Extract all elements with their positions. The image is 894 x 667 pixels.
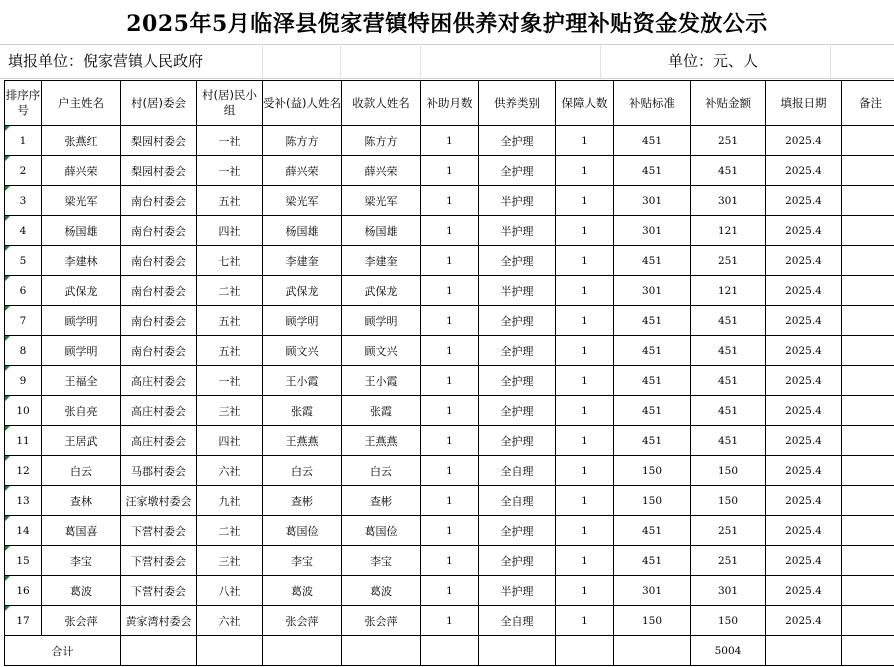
table-row xyxy=(5,456,894,486)
cell[interactable] xyxy=(342,636,421,666)
cell[interactable] xyxy=(842,636,894,666)
cell-col-category[interactable]: 半护理 xyxy=(479,186,556,216)
cell-col-amount[interactable]: 451 xyxy=(691,426,766,456)
cell-col-persons[interactable]: 1 xyxy=(556,246,614,276)
cell-col-date[interactable]: 2025.4 xyxy=(766,456,842,486)
cell-col-village[interactable]: 梨园村委会 xyxy=(121,156,197,186)
reporting-unit: 填报单位：倪家营镇人民政府 xyxy=(8,52,204,70)
cell-col-standard[interactable]: 451 xyxy=(614,516,691,546)
cell-col-group[interactable]: 六社 xyxy=(197,606,263,636)
cell-col-amount[interactable]: 451 xyxy=(691,156,766,186)
cell-col-householder[interactable]: 武保龙 xyxy=(42,276,121,306)
cell-col-beneficiary[interactable]: 武保龙 xyxy=(263,276,342,306)
table-header-row xyxy=(5,81,894,126)
cell-col-category[interactable]: 半护理 xyxy=(479,216,556,246)
table-row xyxy=(5,216,894,246)
cell-col-months[interactable]: 1 xyxy=(421,576,479,606)
cell-col-date[interactable]: 2025.4 xyxy=(766,336,842,366)
cell-col-months[interactable]: 1 xyxy=(421,276,479,306)
cell-col-remarks[interactable] xyxy=(842,486,894,516)
cell-col-beneficiary[interactable]: 顾文兴 xyxy=(263,336,342,366)
cell-col-amount[interactable]: 301 xyxy=(691,576,766,606)
total-label[interactable]: 合计 xyxy=(5,636,121,666)
table-row xyxy=(5,576,894,606)
cell-col-remarks[interactable] xyxy=(842,216,894,246)
cell-col-group[interactable]: 二社 xyxy=(197,516,263,546)
cell-col-payee[interactable]: 王小霞 xyxy=(342,366,421,396)
cell-col-group[interactable]: 一社 xyxy=(197,126,263,156)
cell-col-remarks[interactable] xyxy=(842,606,894,636)
cell-col-payee[interactable]: 李建奎 xyxy=(342,246,421,276)
total-row xyxy=(5,636,894,666)
cell-col-group[interactable]: 一社 xyxy=(197,366,263,396)
cell-col-standard[interactable]: 150 xyxy=(614,456,691,486)
cell[interactable] xyxy=(121,636,197,666)
cell-col-category[interactable]: 全自理 xyxy=(479,606,556,636)
cell-col-seq[interactable]: 12 xyxy=(5,456,42,486)
cell-col-persons[interactable]: 1 xyxy=(556,546,614,576)
cell-col-date[interactable]: 2025.4 xyxy=(766,426,842,456)
table-row xyxy=(5,276,894,306)
cell-col-payee[interactable]: 陈方方 xyxy=(342,126,421,156)
cell-col-beneficiary[interactable]: 杨国雄 xyxy=(263,216,342,246)
cell-col-beneficiary[interactable]: 王燕燕 xyxy=(263,426,342,456)
unit-row xyxy=(0,44,894,79)
table-row xyxy=(5,426,894,456)
cell-col-beneficiary[interactable]: 梁光军 xyxy=(263,186,342,216)
cell[interactable] xyxy=(263,636,342,666)
cell-col-payee[interactable]: 薛兴荣 xyxy=(342,156,421,186)
cell-col-village[interactable]: 南台村委会 xyxy=(121,186,197,216)
cell-col-village[interactable]: 南台村委会 xyxy=(121,216,197,246)
cell-col-householder[interactable]: 王居武 xyxy=(42,426,121,456)
cell-col-months[interactable]: 1 xyxy=(421,336,479,366)
cell[interactable] xyxy=(197,636,263,666)
header-col-persons[interactable]: 保障人数 xyxy=(556,81,614,126)
cell-col-standard[interactable]: 150 xyxy=(614,486,691,516)
cell-col-payee[interactable]: 武保龙 xyxy=(342,276,421,306)
cell-col-standard[interactable]: 301 xyxy=(614,216,691,246)
cell-col-householder[interactable]: 顾学明 xyxy=(42,306,121,336)
cell-col-householder[interactable]: 李宝 xyxy=(42,546,121,576)
table-row xyxy=(5,396,894,426)
cell[interactable] xyxy=(421,636,479,666)
cell-col-date[interactable]: 2025.4 xyxy=(766,276,842,306)
cell-col-standard[interactable]: 451 xyxy=(614,336,691,366)
cell-col-date[interactable]: 2025.4 xyxy=(766,246,842,276)
cell-col-months[interactable]: 1 xyxy=(421,486,479,516)
cell-col-payee[interactable]: 顾学明 xyxy=(342,306,421,336)
cell-col-seq[interactable]: 11 xyxy=(5,426,42,456)
cell-col-village[interactable]: 梨园村委会 xyxy=(121,126,197,156)
cell-col-remarks[interactable] xyxy=(842,156,894,186)
cell-col-months[interactable]: 1 xyxy=(421,216,479,246)
table-row xyxy=(5,306,894,336)
cell-col-householder[interactable]: 薛兴荣 xyxy=(42,156,121,186)
cell-col-payee[interactable]: 梁光军 xyxy=(342,186,421,216)
cell-col-standard[interactable]: 301 xyxy=(614,276,691,306)
cell-col-householder[interactable]: 查林 xyxy=(42,486,121,516)
cell-col-date[interactable]: 2025.4 xyxy=(766,546,842,576)
cell-col-village[interactable]: 下营村委会 xyxy=(121,516,197,546)
cell-col-group[interactable]: 八社 xyxy=(197,576,263,606)
cell[interactable] xyxy=(479,636,556,666)
cell-col-persons[interactable]: 1 xyxy=(556,606,614,636)
cell-col-payee[interactable]: 张霞 xyxy=(342,396,421,426)
cell-col-village[interactable]: 下营村委会 xyxy=(121,576,197,606)
cell-col-standard[interactable]: 451 xyxy=(614,426,691,456)
cell-col-householder[interactable]: 张燕红 xyxy=(42,126,121,156)
cell-col-beneficiary[interactable]: 李宝 xyxy=(263,546,342,576)
cell-col-householder[interactable]: 张会萍 xyxy=(42,606,121,636)
cell-col-village[interactable]: 南台村委会 xyxy=(121,246,197,276)
cell-col-amount[interactable]: 451 xyxy=(691,336,766,366)
cell-col-beneficiary[interactable]: 葛国俭 xyxy=(263,516,342,546)
cell-col-standard[interactable]: 451 xyxy=(614,396,691,426)
table-row xyxy=(5,186,894,216)
cell-col-group[interactable]: 五社 xyxy=(197,336,263,366)
cell-col-months[interactable]: 1 xyxy=(421,306,479,336)
cell-col-months[interactable]: 1 xyxy=(421,516,479,546)
cell-col-persons[interactable]: 1 xyxy=(556,426,614,456)
cell-col-seq[interactable]: 2 xyxy=(5,156,42,186)
cell-col-householder[interactable]: 白云 xyxy=(42,456,121,486)
cell-col-village[interactable]: 高庄村委会 xyxy=(121,396,197,426)
table-row xyxy=(5,546,894,576)
cell-col-date[interactable]: 2025.4 xyxy=(766,576,842,606)
cell-col-amount[interactable]: 121 xyxy=(691,216,766,246)
cell-col-months[interactable]: 1 xyxy=(421,426,479,456)
cell-col-beneficiary[interactable]: 白云 xyxy=(263,456,342,486)
cell[interactable] xyxy=(556,636,614,666)
cell-col-seq[interactable]: 1 xyxy=(5,126,42,156)
cell-col-group[interactable]: 四社 xyxy=(197,216,263,246)
cell-col-beneficiary[interactable]: 顾学明 xyxy=(263,306,342,336)
cell-col-payee[interactable]: 白云 xyxy=(342,456,421,486)
cell-col-category[interactable]: 半护理 xyxy=(479,576,556,606)
header-col-amount[interactable]: 补贴金额 xyxy=(691,81,766,126)
cell-col-seq[interactable]: 9 xyxy=(5,366,42,396)
cell-col-remarks[interactable] xyxy=(842,186,894,216)
cell-col-remarks[interactable] xyxy=(842,366,894,396)
cell-col-beneficiary[interactable]: 李建奎 xyxy=(263,246,342,276)
cell-col-persons[interactable]: 1 xyxy=(556,186,614,216)
cell-col-persons[interactable]: 1 xyxy=(556,516,614,546)
cell-col-village[interactable]: 南台村委会 xyxy=(121,336,197,366)
cell-col-months[interactable]: 1 xyxy=(421,366,479,396)
cell-col-remarks[interactable] xyxy=(842,576,894,606)
cell-col-months[interactable]: 1 xyxy=(421,546,479,576)
cell-col-persons[interactable]: 1 xyxy=(556,396,614,426)
cell-col-standard[interactable]: 150 xyxy=(614,606,691,636)
cell-col-seq[interactable]: 8 xyxy=(5,336,42,366)
cell-col-persons[interactable]: 1 xyxy=(556,216,614,246)
cell-col-category[interactable]: 半护理 xyxy=(479,276,556,306)
cell-col-remarks[interactable] xyxy=(842,306,894,336)
cell-col-remarks[interactable] xyxy=(842,396,894,426)
cell-col-standard[interactable]: 301 xyxy=(614,576,691,606)
cell-col-months[interactable]: 1 xyxy=(421,396,479,426)
cell-col-seq[interactable]: 5 xyxy=(5,246,42,276)
cell-col-standard[interactable]: 451 xyxy=(614,156,691,186)
cell-col-date[interactable]: 2025.4 xyxy=(766,156,842,186)
cell-col-standard[interactable]: 451 xyxy=(614,306,691,336)
cell-col-date[interactable]: 2025.4 xyxy=(766,606,842,636)
cell-col-beneficiary[interactable]: 张会萍 xyxy=(263,606,342,636)
cell-col-category[interactable]: 全护理 xyxy=(479,336,556,366)
cell-col-group[interactable]: 五社 xyxy=(197,186,263,216)
cell-col-householder[interactable]: 葛波 xyxy=(42,576,121,606)
cell-col-householder[interactable]: 杨国雄 xyxy=(42,216,121,246)
cell-col-amount[interactable]: 251 xyxy=(691,126,766,156)
cell-col-group[interactable]: 五社 xyxy=(197,306,263,336)
cell-col-village[interactable]: 高庄村委会 xyxy=(121,426,197,456)
cell-col-date[interactable]: 2025.4 xyxy=(766,396,842,426)
cell-col-date[interactable]: 2025.4 xyxy=(766,126,842,156)
header-col-beneficiary[interactable]: 受补(益)人姓名 xyxy=(263,81,342,126)
table-row xyxy=(5,246,894,276)
cell-col-amount[interactable]: 121 xyxy=(691,276,766,306)
cell-col-village[interactable]: 南台村委会 xyxy=(121,276,197,306)
cell-col-amount[interactable]: 451 xyxy=(691,366,766,396)
cell-col-seq[interactable]: 16 xyxy=(5,576,42,606)
cell-col-amount[interactable]: 301 xyxy=(691,186,766,216)
cell-col-date[interactable]: 2025.4 xyxy=(766,306,842,336)
cell-col-months[interactable]: 1 xyxy=(421,156,479,186)
cell-col-date[interactable]: 2025.4 xyxy=(766,366,842,396)
cell-col-persons[interactable]: 1 xyxy=(556,336,614,366)
header-col-village[interactable]: 村(居)委会 xyxy=(121,81,197,126)
header-col-group[interactable]: 村(居)民小组 xyxy=(197,81,263,126)
cell-col-amount[interactable]: 251 xyxy=(691,246,766,276)
cell-col-householder[interactable]: 张自亮 xyxy=(42,396,121,426)
cell-col-payee[interactable]: 杨国雄 xyxy=(342,216,421,246)
cell[interactable] xyxy=(766,636,842,666)
cell-col-householder[interactable]: 李建林 xyxy=(42,246,121,276)
header-col-date[interactable]: 填报日期 xyxy=(766,81,842,126)
cell-col-seq[interactable]: 4 xyxy=(5,216,42,246)
cell-col-householder[interactable]: 葛国喜 xyxy=(42,516,121,546)
cell-col-amount[interactable]: 150 xyxy=(691,486,766,516)
cell-col-persons[interactable]: 1 xyxy=(556,276,614,306)
cell-col-village[interactable]: 高庄村委会 xyxy=(121,366,197,396)
cell-col-category[interactable]: 全护理 xyxy=(479,156,556,186)
cell-col-amount[interactable]: 451 xyxy=(691,396,766,426)
cell-divider xyxy=(600,44,601,78)
cell-col-amount[interactable]: 251 xyxy=(691,546,766,576)
cell-divider xyxy=(830,44,831,78)
cell-col-beneficiary[interactable]: 薛兴荣 xyxy=(263,156,342,186)
table-row xyxy=(5,156,894,186)
cell-divider xyxy=(420,44,421,78)
cell-col-beneficiary[interactable]: 陈方方 xyxy=(263,126,342,156)
cell-col-months[interactable]: 1 xyxy=(421,606,479,636)
table-row xyxy=(5,336,894,366)
cell-col-group[interactable]: 九社 xyxy=(197,486,263,516)
header-col-householder[interactable]: 户主姓名 xyxy=(42,81,121,126)
cell-col-seq[interactable]: 7 xyxy=(5,306,42,336)
cell-col-months[interactable]: 1 xyxy=(421,246,479,276)
header-col-months[interactable]: 补助月数 xyxy=(421,81,479,126)
cell-col-group[interactable]: 三社 xyxy=(197,396,263,426)
cell-col-group[interactable]: 三社 xyxy=(197,546,263,576)
cell-col-beneficiary[interactable]: 查彬 xyxy=(263,486,342,516)
cell-col-standard[interactable]: 451 xyxy=(614,546,691,576)
header-col-standard[interactable]: 补贴标准 xyxy=(614,81,691,126)
cell-col-standard[interactable]: 451 xyxy=(614,366,691,396)
cell-col-amount[interactable]: 251 xyxy=(691,516,766,546)
cell-col-remarks[interactable] xyxy=(842,246,894,276)
total-amount[interactable]: 5004 xyxy=(691,636,766,666)
header-col-category[interactable]: 供养类别 xyxy=(479,81,556,126)
cell-col-standard[interactable]: 301 xyxy=(614,186,691,216)
cell-col-remarks[interactable] xyxy=(842,336,894,366)
cell-col-seq[interactable]: 10 xyxy=(5,396,42,426)
cell-col-persons[interactable]: 1 xyxy=(556,156,614,186)
cell-col-remarks[interactable] xyxy=(842,546,894,576)
cell-col-date[interactable]: 2025.4 xyxy=(766,186,842,216)
cell-col-persons[interactable]: 1 xyxy=(556,576,614,606)
cell-col-householder[interactable]: 顾学明 xyxy=(42,336,121,366)
cell-col-amount[interactable]: 451 xyxy=(691,306,766,336)
cell-col-persons[interactable]: 1 xyxy=(556,456,614,486)
table-row xyxy=(5,366,894,396)
header-col-payee[interactable]: 收款人姓名 xyxy=(342,81,421,126)
cell-col-payee[interactable]: 葛波 xyxy=(342,576,421,606)
table-body xyxy=(5,126,894,636)
currency-unit: 单位：元、人 xyxy=(668,52,759,70)
cell-col-category[interactable]: 全护理 xyxy=(479,516,556,546)
table-row xyxy=(5,486,894,516)
table-row xyxy=(5,606,894,636)
cell-divider xyxy=(262,44,263,78)
cell-col-village[interactable]: 马郡村委会 xyxy=(121,456,197,486)
cell-col-seq[interactable]: 17 xyxy=(5,606,42,636)
cell-col-category[interactable]: 全护理 xyxy=(479,306,556,336)
cell-col-payee[interactable]: 查彬 xyxy=(342,486,421,516)
cell-col-amount[interactable]: 150 xyxy=(691,456,766,486)
cell-col-seq[interactable]: 14 xyxy=(5,516,42,546)
cell-col-beneficiary[interactable]: 葛波 xyxy=(263,576,342,606)
cell-col-group[interactable]: 七社 xyxy=(197,246,263,276)
header-col-seq[interactable]: 排序序号 xyxy=(5,81,42,126)
cell-col-village[interactable]: 汪家墩村委会 xyxy=(121,486,197,516)
header-col-remarks[interactable]: 备注 xyxy=(842,81,894,126)
cell-col-householder[interactable]: 王福全 xyxy=(42,366,121,396)
page-title: 2025年5月临泽县倪家营镇特困供养对象护理补贴资金发放公示 xyxy=(0,0,894,45)
cell-col-persons[interactable]: 1 xyxy=(556,366,614,396)
cell-col-payee[interactable]: 顾文兴 xyxy=(342,336,421,366)
cell-col-village[interactable]: 黄家湾村委会 xyxy=(121,606,197,636)
cell-col-category[interactable]: 全护理 xyxy=(479,366,556,396)
cell-col-payee[interactable]: 李宝 xyxy=(342,546,421,576)
cell-col-seq[interactable]: 3 xyxy=(5,186,42,216)
cell-col-seq[interactable]: 6 xyxy=(5,276,42,306)
cell-col-category[interactable]: 全护理 xyxy=(479,546,556,576)
cell-col-payee[interactable]: 王燕燕 xyxy=(342,426,421,456)
cell-col-standard[interactable]: 451 xyxy=(614,126,691,156)
cell-col-beneficiary[interactable]: 张霞 xyxy=(263,396,342,426)
cell-col-amount[interactable]: 150 xyxy=(691,606,766,636)
cell-col-remarks[interactable] xyxy=(842,276,894,306)
cell-col-payee[interactable]: 张会萍 xyxy=(342,606,421,636)
cell-col-persons[interactable]: 1 xyxy=(556,126,614,156)
cell-col-category[interactable]: 全护理 xyxy=(479,246,556,276)
cell-col-payee[interactable]: 葛国俭 xyxy=(342,516,421,546)
subsidy-table xyxy=(4,80,894,666)
cell-col-remarks[interactable] xyxy=(842,126,894,156)
cell[interactable] xyxy=(614,636,691,666)
cell-col-date[interactable]: 2025.4 xyxy=(766,486,842,516)
cell-col-category[interactable]: 全护理 xyxy=(479,126,556,156)
cell-col-months[interactable]: 1 xyxy=(421,126,479,156)
cell-col-category[interactable]: 全护理 xyxy=(479,396,556,426)
cell-col-months[interactable]: 1 xyxy=(421,186,479,216)
cell-col-group[interactable]: 一社 xyxy=(197,156,263,186)
cell-divider xyxy=(340,44,341,78)
cell-col-beneficiary[interactable]: 王小霞 xyxy=(263,366,342,396)
cell-col-persons[interactable]: 1 xyxy=(556,306,614,336)
table-row xyxy=(5,126,894,156)
cell-col-village[interactable]: 南台村委会 xyxy=(121,306,197,336)
cell-col-group[interactable]: 二社 xyxy=(197,276,263,306)
cell-col-date[interactable]: 2025.4 xyxy=(766,216,842,246)
cell-col-remarks[interactable] xyxy=(842,426,894,456)
cell-col-seq[interactable]: 13 xyxy=(5,486,42,516)
table-row xyxy=(5,516,894,546)
cell-col-remarks[interactable] xyxy=(842,456,894,486)
cell-col-persons[interactable]: 1 xyxy=(556,486,614,516)
cell-col-group[interactable]: 四社 xyxy=(197,426,263,456)
cell-col-group[interactable]: 六社 xyxy=(197,456,263,486)
cell-col-village[interactable]: 下营村委会 xyxy=(121,546,197,576)
cell-col-standard[interactable]: 451 xyxy=(614,246,691,276)
cell-col-remarks[interactable] xyxy=(842,516,894,546)
cell-col-category[interactable]: 全自理 xyxy=(479,486,556,516)
cell-col-date[interactable]: 2025.4 xyxy=(766,516,842,546)
cell-col-householder[interactable]: 梁光军 xyxy=(42,186,121,216)
cell-col-category[interactable]: 全自理 xyxy=(479,456,556,486)
cell-col-seq[interactable]: 15 xyxy=(5,546,42,576)
cell-col-category[interactable]: 全护理 xyxy=(479,426,556,456)
cell-col-months[interactable]: 1 xyxy=(421,456,479,486)
